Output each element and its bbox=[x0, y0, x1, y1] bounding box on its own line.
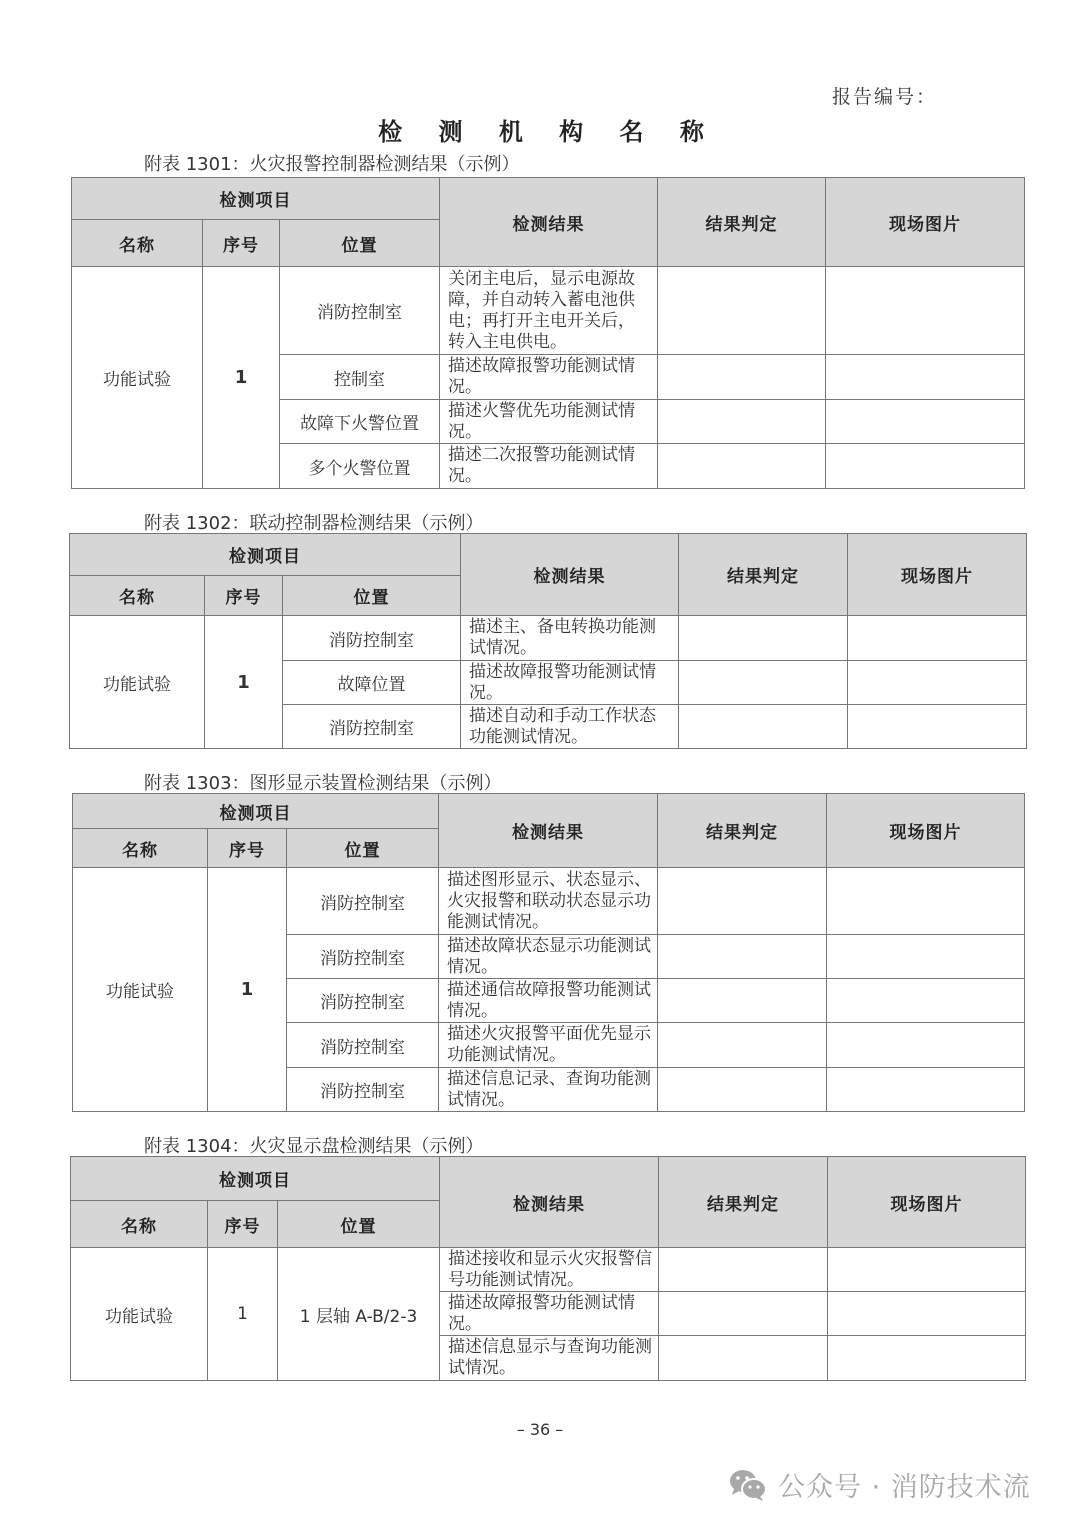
cell-location: 故障下火警位置 bbox=[280, 400, 440, 444]
cell-seq: 1 bbox=[208, 868, 287, 1112]
table-1302 bbox=[69, 533, 1027, 749]
cell-photo[interactable] bbox=[826, 400, 1025, 444]
cell-photo[interactable] bbox=[826, 355, 1025, 400]
cell-location: 1 层轴 A-B/2-3 bbox=[278, 1248, 440, 1381]
header-location: 位置 bbox=[283, 576, 461, 616]
cell-location: 故障位置 bbox=[283, 661, 461, 705]
header-location: 位置 bbox=[287, 829, 439, 868]
header-location: 位置 bbox=[278, 1201, 440, 1248]
report-number-label: 报告编号： bbox=[832, 86, 938, 108]
cell-name: 功能试验 bbox=[71, 1248, 208, 1381]
header-test-item: 检测项目 bbox=[73, 794, 439, 829]
cell-result: 描述故障报警功能测试情况。 bbox=[440, 355, 658, 400]
cell-photo[interactable] bbox=[826, 267, 1025, 355]
cell-result: 描述自动和手动工作状态功能测试情况。 bbox=[461, 705, 679, 749]
cell-photo[interactable] bbox=[827, 979, 1025, 1023]
header-result: 检测结果 bbox=[461, 534, 679, 616]
table-row bbox=[71, 1248, 1026, 1292]
cell-result: 描述信息显示与查询功能测试情况。 bbox=[440, 1336, 659, 1381]
header-location: 位置 bbox=[280, 220, 440, 267]
cell-judgement[interactable] bbox=[679, 661, 848, 705]
cell-photo[interactable] bbox=[827, 1023, 1025, 1068]
cell-photo[interactable] bbox=[826, 444, 1025, 489]
cell-result: 描述火灾报警平面优先显示功能测试情况。 bbox=[439, 1023, 658, 1068]
cell-location: 消防控制室 bbox=[287, 1023, 439, 1068]
header-result: 检测结果 bbox=[439, 794, 658, 868]
table-caption-1302: 附表 1302：联动控制器检测结果（示例） bbox=[144, 513, 484, 534]
cell-location: 消防控制室 bbox=[287, 1068, 439, 1112]
cell-photo[interactable] bbox=[848, 616, 1027, 661]
cell-location: 消防控制室 bbox=[283, 705, 461, 749]
cell-judgement[interactable] bbox=[658, 1023, 827, 1068]
organization-title: 检 测 机 构 名 称 bbox=[378, 118, 718, 146]
cell-result: 描述图形显示、状态显示、火灾报警和联动状态显示功能测试情况。 bbox=[439, 868, 658, 935]
cell-judgement[interactable] bbox=[679, 705, 848, 749]
cell-judgement[interactable] bbox=[659, 1292, 828, 1336]
header-result: 检测结果 bbox=[440, 1157, 659, 1248]
cell-result: 描述信息记录、查询功能测试情况。 bbox=[439, 1068, 658, 1112]
cell-result: 描述火警优先功能测试情况。 bbox=[440, 400, 658, 444]
header-photo: 现场图片 bbox=[848, 534, 1027, 616]
cell-location: 消防控制室 bbox=[283, 616, 461, 661]
cell-result: 描述接收和显示火灾报警信号功能测试情况。 bbox=[440, 1248, 659, 1292]
cell-result: 描述故障状态显示功能测试情况。 bbox=[439, 935, 658, 979]
cell-location: 多个火警位置 bbox=[280, 444, 440, 489]
table-caption-1303: 附表 1303：图形显示装置检测结果（示例） bbox=[144, 773, 502, 794]
cell-judgement[interactable] bbox=[658, 979, 827, 1023]
watermark-text: 公众号 · 消防技术流 bbox=[778, 1472, 1031, 1503]
cell-judgement[interactable] bbox=[658, 1068, 827, 1112]
page-number: – 36 – bbox=[516, 1420, 564, 1439]
cell-result: 描述故障报警功能测试情况。 bbox=[440, 1292, 659, 1336]
cell-photo[interactable] bbox=[828, 1248, 1026, 1292]
header-name: 名称 bbox=[71, 1201, 208, 1248]
table-row bbox=[73, 868, 1025, 935]
cell-location: 消防控制室 bbox=[287, 979, 439, 1023]
cell-location: 消防控制室 bbox=[287, 868, 439, 935]
table-1303 bbox=[72, 793, 1025, 1112]
cell-judgement[interactable] bbox=[658, 355, 826, 400]
table-1304 bbox=[70, 1156, 1026, 1381]
table-1301 bbox=[71, 177, 1025, 489]
table-caption-1301: 附表 1301：火灾报警控制器检测结果（示例） bbox=[144, 154, 520, 175]
cell-judgement[interactable] bbox=[658, 935, 827, 979]
cell-location: 控制室 bbox=[280, 355, 440, 400]
cell-judgement[interactable] bbox=[659, 1248, 828, 1292]
header-judgement: 结果判定 bbox=[658, 178, 826, 267]
header-seq: 序号 bbox=[205, 576, 283, 616]
cell-judgement[interactable] bbox=[658, 400, 826, 444]
header-judgement: 结果判定 bbox=[659, 1157, 828, 1248]
wechat-icon bbox=[728, 1468, 768, 1502]
header-photo: 现场图片 bbox=[826, 178, 1025, 267]
cell-photo[interactable] bbox=[848, 661, 1027, 705]
cell-location: 消防控制室 bbox=[280, 267, 440, 355]
cell-photo[interactable] bbox=[848, 705, 1027, 749]
header-name: 名称 bbox=[73, 829, 208, 868]
cell-result: 描述二次报警功能测试情况。 bbox=[440, 444, 658, 489]
cell-name: 功能试验 bbox=[70, 616, 205, 749]
cell-photo[interactable] bbox=[827, 935, 1025, 979]
cell-judgement[interactable] bbox=[679, 616, 848, 661]
cell-photo[interactable] bbox=[827, 868, 1025, 935]
cell-photo[interactable] bbox=[828, 1336, 1026, 1381]
table-row bbox=[70, 616, 1027, 661]
header-seq: 序号 bbox=[203, 220, 280, 267]
cell-photo[interactable] bbox=[827, 1068, 1025, 1112]
header-name: 名称 bbox=[72, 220, 203, 267]
header-seq: 序号 bbox=[208, 1201, 278, 1248]
table-caption-1304: 附表 1304：火灾显示盘检测结果（示例） bbox=[144, 1136, 484, 1157]
cell-result: 关闭主电后，显示电源故障，并自动转入蓄电池供电；再打开主电开关后，转入主电供电。 bbox=[440, 267, 658, 355]
header-judgement: 结果判定 bbox=[679, 534, 848, 616]
cell-photo[interactable] bbox=[828, 1292, 1026, 1336]
cell-result: 描述主、备电转换功能测试情况。 bbox=[461, 616, 679, 661]
cell-name: 功能试验 bbox=[73, 868, 208, 1112]
header-name: 名称 bbox=[70, 576, 205, 616]
header-test-item: 检测项目 bbox=[70, 534, 461, 576]
header-seq: 序号 bbox=[208, 829, 287, 868]
cell-judgement[interactable] bbox=[658, 267, 826, 355]
header-judgement: 结果判定 bbox=[658, 794, 827, 868]
cell-seq: 1 bbox=[205, 616, 283, 749]
cell-location: 消防控制室 bbox=[287, 935, 439, 979]
cell-judgement[interactable] bbox=[658, 868, 827, 935]
cell-name: 功能试验 bbox=[72, 267, 203, 489]
table-row bbox=[72, 267, 1025, 355]
header-photo: 现场图片 bbox=[827, 794, 1025, 868]
cell-seq: 1 bbox=[203, 267, 280, 489]
cell-judgement[interactable] bbox=[659, 1336, 828, 1381]
header-test-item: 检测项目 bbox=[71, 1157, 440, 1201]
cell-result: 描述通信故障报警功能测试情况。 bbox=[439, 979, 658, 1023]
cell-result: 描述故障报警功能测试情况。 bbox=[461, 661, 679, 705]
cell-seq: 1 bbox=[208, 1248, 278, 1381]
header-photo: 现场图片 bbox=[828, 1157, 1026, 1248]
header-result: 检测结果 bbox=[440, 178, 658, 267]
header-test-item: 检测项目 bbox=[72, 178, 440, 220]
watermark bbox=[728, 1465, 1031, 1504]
cell-judgement[interactable] bbox=[658, 444, 826, 489]
